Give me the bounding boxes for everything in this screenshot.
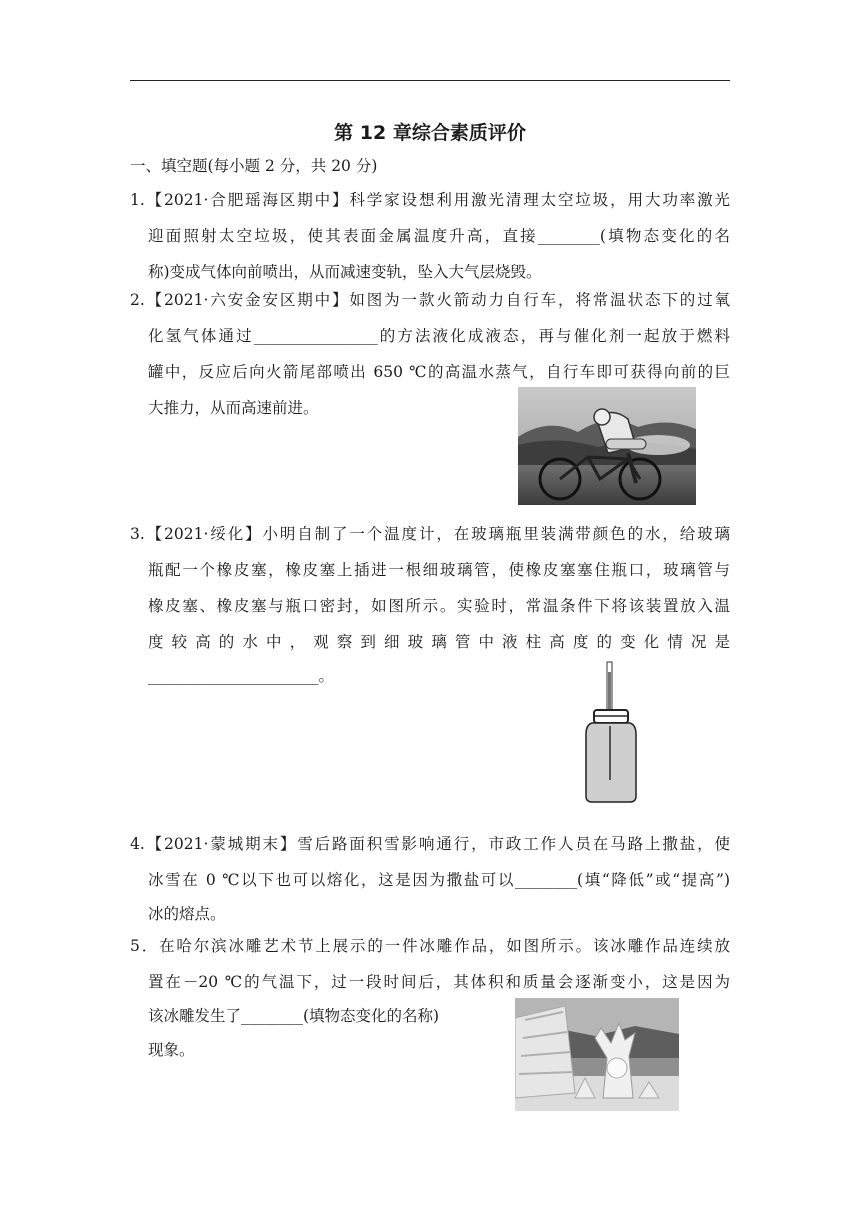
header-rule	[130, 80, 730, 81]
q1-line3: 称)变成气体向前喷出，从而减速变轨，坠入大气层烧毁。	[148, 263, 542, 281]
q2-line1: 2.【2021·六安金安区期中】如图为一款火箭动力自行车，将常温状态下的过氧	[130, 291, 730, 309]
q2-line2: 化氢气体通过________________的方法液化成液态，再与催化剂一起放于燃料	[148, 327, 730, 345]
q3-line3: 橡皮塞、橡皮塞与瓶口密封，如图所示。实验时，常温条件下将该装置放入温	[148, 597, 730, 615]
q4-line1: 4.【2021·蒙城期末】雪后路面积雪影响通行，市政工作人员在马路上撒盐，使	[130, 835, 730, 853]
q3-line1: 3.【2021·绥化】小明自制了一个温度计，在玻璃瓶里装满带颜色的水，给玻璃	[130, 525, 730, 543]
q5-line2: 置在－20 ℃的气温下，过一段时间后，其体积和质量会逐渐变小，这是因为	[148, 973, 730, 991]
bottle-thermometer-diagram	[580, 660, 642, 806]
q2-line4: 大推力，从而高速前进。	[148, 399, 319, 417]
q4-line3: 冰的熔点。	[148, 905, 226, 923]
q5-line1: 5．在哈尔滨冰雕艺术节上展示的一件冰雕作品，如图所示。该冰雕作品连续放	[130, 937, 730, 955]
section-heading: 一、填空题(每小题 2 分，共 20 分)	[130, 157, 378, 175]
q3-line2: 瓶配一个橡皮塞，橡皮塞上插进一根细玻璃管，使橡皮塞塞住瓶口，玻璃管与	[148, 561, 730, 579]
q4-line2: 冰雪在 0 ℃以下也可以熔化，这是因为撒盐可以________(填“降低”或“提高”)	[148, 871, 730, 889]
q3-line5: ______________________。	[148, 667, 335, 685]
q5-line3: 该冰雕发生了________(填物态变化的名称)	[148, 1007, 440, 1025]
rocket-bicycle-photo	[518, 387, 696, 505]
q5-line4: 现象。	[148, 1041, 195, 1059]
q1-line2: 迎面照射太空垃圾，使其表面金属温度升高，直接________(填物态变化的名	[148, 227, 730, 245]
q3-line4: 度较高的水中，观察到细玻璃管中液柱高度的变化情况是	[148, 633, 730, 651]
ice-sculpture-photo	[515, 998, 679, 1111]
q2-line3: 罐中，反应后向火箭尾部喷出 650 ℃的高温水蒸气，自行车即可获得向前的巨	[148, 363, 730, 381]
q1-line1: 1.【2021·合肥瑶海区期中】科学家设想利用激光清理太空垃圾，用大功率激光	[130, 191, 730, 209]
page-title: 第 12 章综合素质评价	[334, 122, 526, 144]
